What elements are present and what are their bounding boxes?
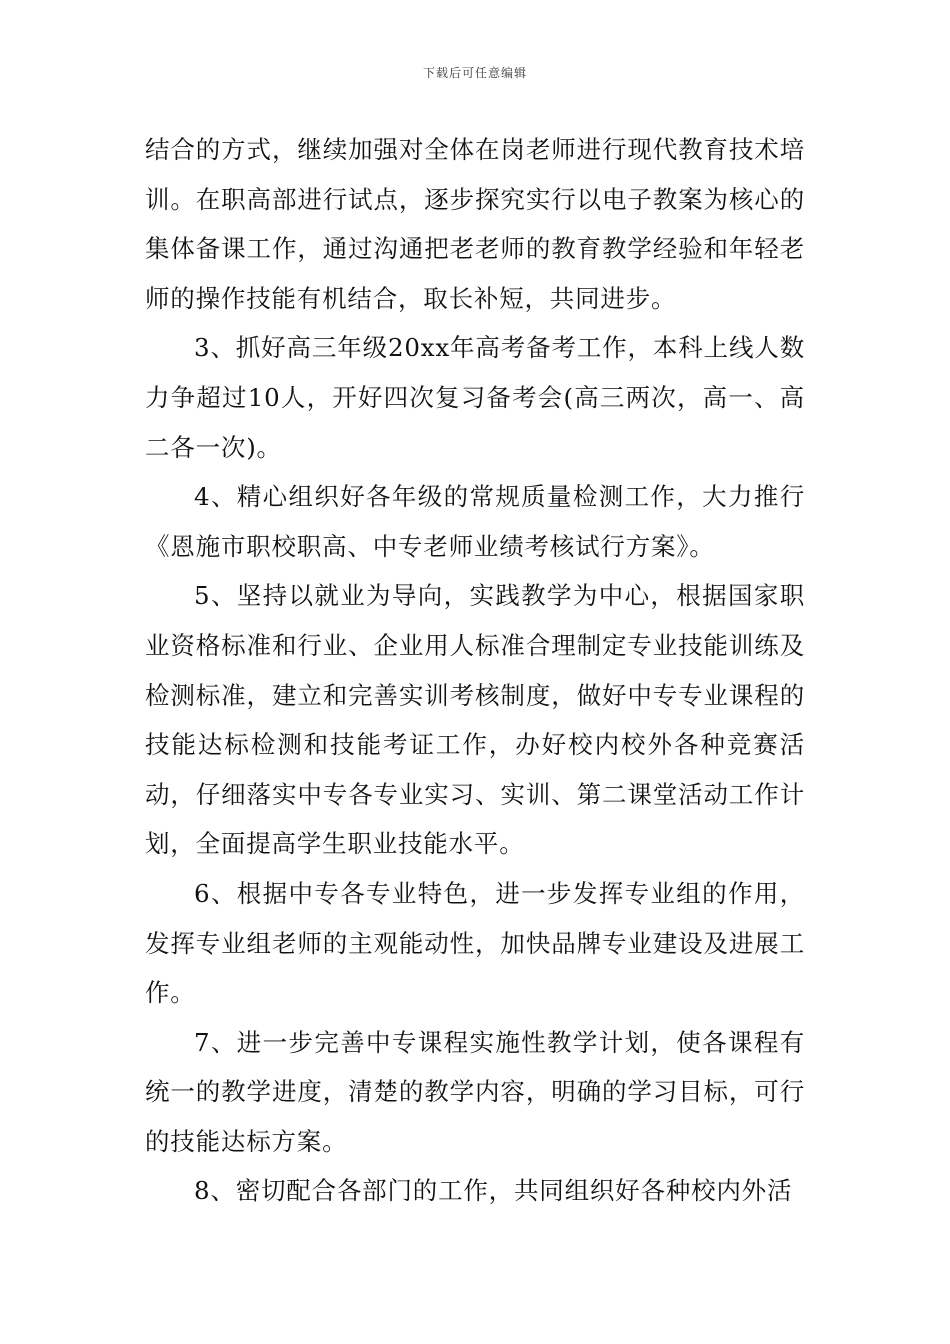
body-text <box>145 125 805 1216</box>
paragraph-item-6: 6、根据中专各专业特色，进一步发挥专业组的作用，发挥专业组老师的主观能动性，加快品牌专业建设及进展工作。 <box>145 878 805 1008</box>
paragraph-continuation: 结合的方式，继续加强对全体在岗老师进行现代教育技术培训。在职高部进行试点，逐步探究实行以电子教案为核心的集体备课工作，通过沟通把老老师的教育教学经验和年轻老师的操作技能有机结合，取长补短，共同进步。 <box>145 135 805 313</box>
header-note: 下载后可任意编辑 <box>422 66 527 80</box>
paragraph-item-7: 7、进一步完善中专课程实施性教学计划，使各课程有统一的教学进度，清楚的教学内容，明确的学习目标，可行的技能达标方案。 <box>145 1027 805 1156</box>
paragraph-item-5: 5、坚持以就业为导向，实践教学为中心，根据国家职业资格标准和行业、企业用人标准合理制定专业技能训练及检测标准，建立和完善实训考核制度，做好中专专业课程的技能达标检测和技能考证工作，办好校内校外各种竞赛活动，仔细落实中专各专业实习、实训、第二课堂活动工作计划，全面提高学生职业技能水平。 <box>145 581 805 859</box>
paragraph-item-3: 3、抓好高三年级20xx年高考备考工作，本科上线人数力争超过10人，开好四次复习备考会(高三两次，高一、高二各一次)。 <box>145 333 805 462</box>
paragraph-item-4: 4、精心组织好各年级的常规质量检测工作，大力推行《恩施市职校职高、中专老师业绩考核试行方案》。 <box>145 482 805 561</box>
paragraph-item-8: 8、密切配合各部门的工作，共同组织好各种校内外活 <box>194 1176 793 1206</box>
